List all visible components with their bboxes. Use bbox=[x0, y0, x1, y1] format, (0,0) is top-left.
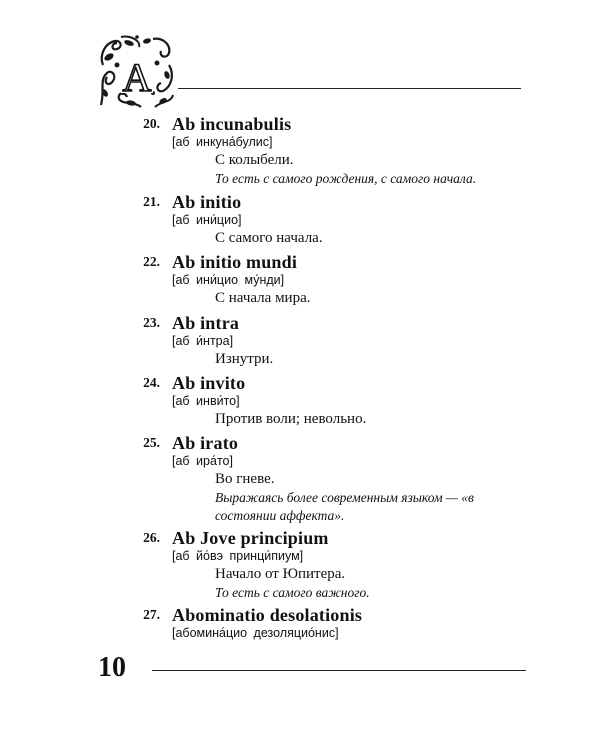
latin-phrase: Ab initio bbox=[172, 192, 242, 212]
commentary-note: То есть с самого рождения, с самого начала. bbox=[215, 171, 477, 186]
footer-rule bbox=[152, 670, 526, 671]
header-rule bbox=[178, 88, 521, 89]
entry-number: 24. bbox=[143, 375, 160, 390]
translation: С начала мира. bbox=[215, 290, 311, 306]
pronunciation: [абомина́цио дезоляцио́нис] bbox=[172, 626, 339, 640]
entry-number: 22. bbox=[143, 254, 160, 269]
translation: Во гневе. bbox=[215, 471, 275, 487]
pronunciation: [аб ини́цио му́нди] bbox=[172, 273, 285, 287]
latin-phrase: Ab irato bbox=[172, 433, 239, 453]
translation: Изнутри. bbox=[215, 351, 274, 367]
latin-phrase: Ab invito bbox=[172, 373, 246, 393]
pronunciation: [аб инви́то] bbox=[172, 394, 240, 408]
entry-number: 23. bbox=[143, 315, 160, 330]
latin-phrase: Abominatio desolationis bbox=[172, 605, 363, 625]
latin-phrase: Ab incunabulis bbox=[172, 114, 292, 134]
entry-number: 21. bbox=[143, 194, 160, 209]
drop-cap bbox=[97, 35, 175, 109]
pronunciation: [аб ира́то] bbox=[172, 454, 233, 468]
commentary-note: Выражаясь более современным языком — «в состоянии аффекта». bbox=[215, 490, 474, 523]
entry-number: 26. bbox=[143, 530, 160, 545]
entry-number: 25. bbox=[143, 435, 160, 450]
translation: Начало от Юпитера. bbox=[215, 566, 346, 582]
latin-phrase: Ab Jove principium bbox=[172, 528, 329, 548]
svg-text:A: A bbox=[122, 55, 152, 100]
page-number: 10 bbox=[98, 652, 126, 683]
pronunciation: [аб и́нтра] bbox=[172, 334, 234, 348]
commentary-note: То есть с самого важного. bbox=[215, 585, 370, 600]
pronunciation: [аб ини́цио] bbox=[172, 213, 242, 227]
latin-phrase: Ab intra bbox=[172, 313, 240, 333]
pronunciation: [аб йо́вэ принци́пиум] bbox=[172, 549, 304, 563]
translation: С колыбели. bbox=[215, 152, 294, 168]
latin-phrase: Ab initio mundi bbox=[172, 252, 298, 272]
entry-number: 20. bbox=[143, 116, 160, 131]
translation: Против воли; невольно. bbox=[215, 411, 367, 427]
translation: С самого начала. bbox=[215, 230, 323, 246]
pronunciation: [аб инкуна́булис] bbox=[172, 135, 273, 149]
entry-number: 27. bbox=[143, 607, 160, 622]
floral-drop-cap-icon bbox=[97, 35, 175, 109]
